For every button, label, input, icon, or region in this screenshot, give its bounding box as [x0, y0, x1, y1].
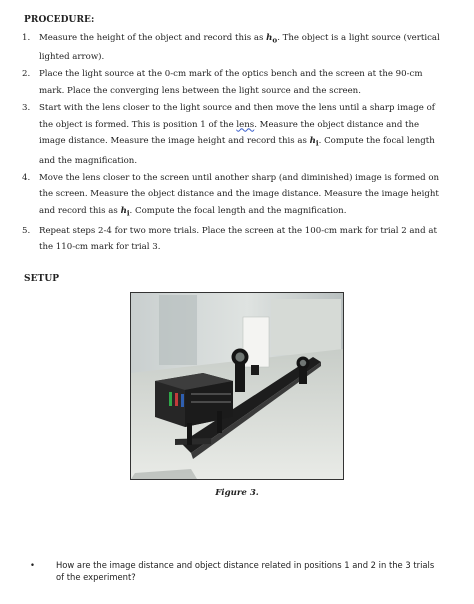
step-text: . Compute the focal length and the magnification. — [129, 205, 347, 216]
procedure-step-3 — [22, 100, 442, 169]
step-number: 2. — [22, 69, 31, 80]
light-source-vent — [191, 393, 231, 395]
converging-lens — [235, 352, 244, 361]
rail-end-bracket — [175, 438, 211, 445]
procedure-step-4 — [22, 170, 442, 223]
red-indicator — [175, 393, 178, 406]
figure-caption: Figure 3. — [215, 488, 259, 498]
step-text: Measure the height of the object and record this as — [39, 33, 267, 43]
step-number: 3. — [22, 103, 31, 114]
procedure-heading: PROCEDURE: — [24, 15, 95, 25]
screen-holder — [251, 365, 259, 375]
step-text: . The object is a light source (vertical lighted arrow). — [39, 33, 440, 63]
second-lens-post — [299, 368, 307, 384]
height-subscript: i — [315, 139, 319, 148]
question-text: How are the image distance and object distance related in positions 1 and 2 in the 3 trials of the experiment? — [56, 560, 435, 582]
lens-post — [235, 364, 245, 392]
discussion-question — [30, 559, 440, 583]
step-text: . Compute the focal length and the magnification. — [39, 136, 435, 166]
light-source-vent — [191, 401, 231, 403]
height-symbol: h — [120, 205, 127, 216]
light-source-stand — [187, 423, 192, 445]
height-subscript: i — [126, 208, 130, 218]
procedure-step-1 — [22, 30, 442, 66]
height-symbol: h — [309, 136, 316, 147]
step-number: 1. — [22, 33, 31, 43]
step-text: . Measure the object distance and the image distance. Measure the image height and record this as — [39, 119, 420, 147]
background-panel — [159, 295, 197, 365]
background-window — [271, 299, 341, 355]
spellcheck-word-lens[interactable]: lens — [236, 119, 255, 130]
procedure-steps — [22, 30, 442, 256]
step-text: Move the lens closer to the screen until another sharp (and diminished) image is formed on the screen. Measure the object distance and the image distance. Measure the image height and record this as — [39, 172, 440, 216]
step-text: Place the light source at the 0-cm mark of the optics bench and the screen at the 90-cm mark. Place the converging lens between the light source and the screen. — [39, 69, 423, 96]
step-number: 5. — [22, 225, 31, 236]
step-text: Start with the lens closer to the light source and then move the lens until a sharp image of the object is formed. This is position 1 of the — [39, 103, 435, 130]
light-source-stand — [217, 411, 222, 433]
green-indicator — [169, 392, 172, 406]
setup-heading: SETUP — [24, 274, 60, 284]
step-number: 4. — [22, 172, 31, 183]
second-lens — [300, 360, 306, 366]
step-text: Repeat steps 2-4 for two more trials. Place the screen at the 100-cm mark for trial 2 and at the 110-cm mark for trial 3. — [39, 225, 437, 253]
procedure-step-2 — [22, 66, 442, 99]
optics-bench-illustration — [131, 293, 343, 479]
bullet-point: • — [30, 560, 35, 570]
optics-bench-photo — [130, 292, 344, 480]
blue-indicator — [181, 394, 184, 407]
procedure-step-5 — [22, 223, 442, 256]
height-subscript: o — [272, 35, 278, 45]
height-symbol: h — [266, 33, 273, 43]
